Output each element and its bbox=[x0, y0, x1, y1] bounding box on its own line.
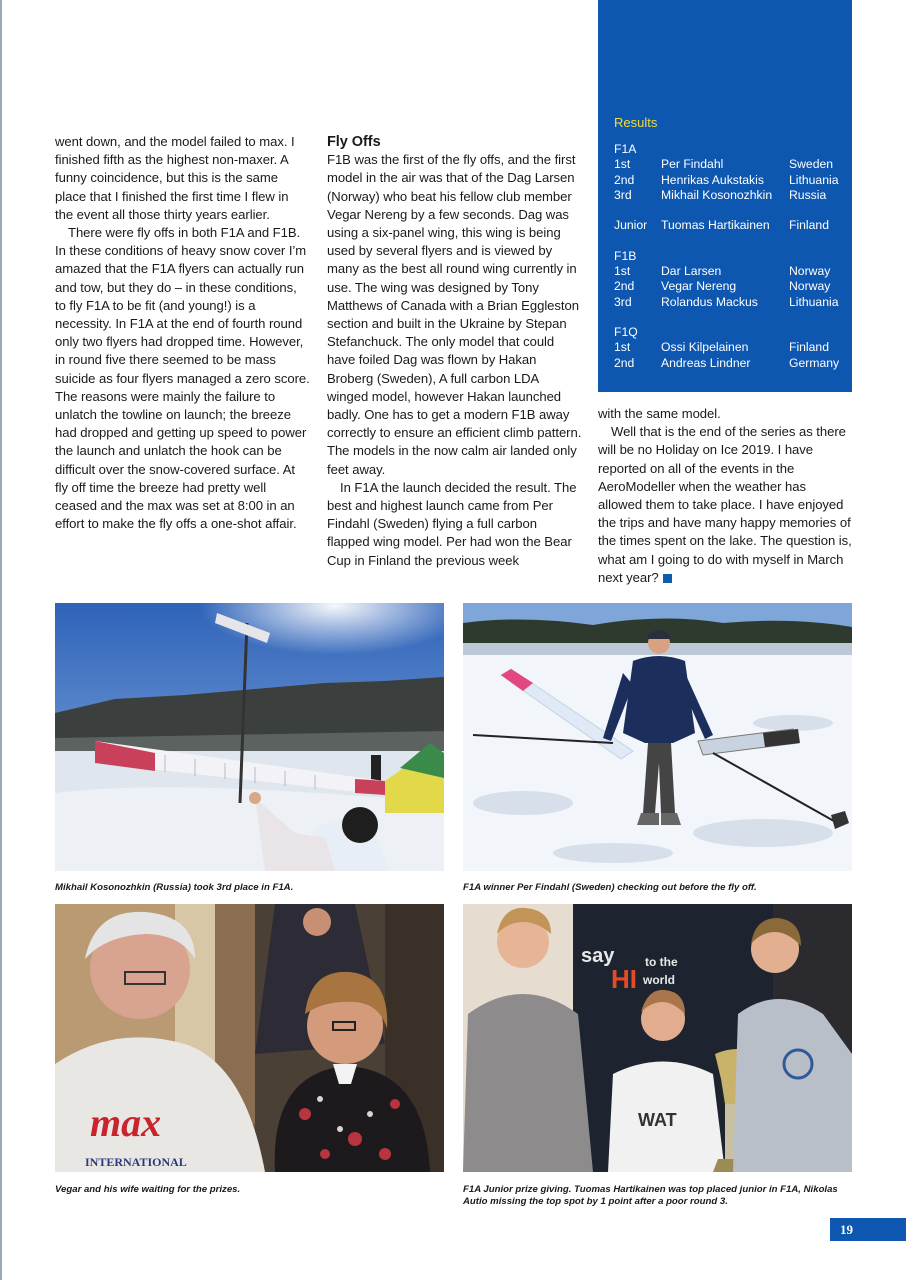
banner-text: to the bbox=[645, 955, 678, 969]
result-country: Finland bbox=[789, 340, 829, 355]
photo-caption: Mikhail Kosonozhkin (Russia) took 3rd place in F1A. bbox=[55, 882, 294, 893]
shirt-logo-text: max bbox=[90, 1100, 162, 1145]
result-country: Russia bbox=[789, 187, 827, 202]
result-name: Per Findahl bbox=[661, 157, 724, 172]
results-row bbox=[614, 188, 852, 203]
result-name: Andreas Lindner bbox=[661, 355, 751, 370]
shirt-logo-subtext: INTERNATIONAL bbox=[85, 1155, 187, 1169]
results-row bbox=[614, 340, 852, 355]
article-column-3 bbox=[598, 405, 852, 587]
hoodie-print-text: WAT bbox=[638, 1110, 677, 1130]
result-country: Finland bbox=[789, 218, 829, 233]
results-group-name: F1B bbox=[614, 248, 637, 263]
banner-text: say bbox=[581, 945, 615, 967]
result-position: 3rd bbox=[614, 187, 632, 202]
photo-caption: F1A Junior prize giving. Tuomas Hartikainen was top placed junior in F1A, Nikolas Autio missing the top spot by 1 point after a poor round 3. bbox=[463, 1184, 838, 1207]
photo-caption: F1A winner Per Findahl (Sweden) checking out before the fly off. bbox=[463, 882, 757, 893]
article-paragraph: with the same model. bbox=[598, 406, 721, 421]
result-name: Dar Larsen bbox=[661, 263, 722, 278]
results-group-f1q bbox=[614, 325, 852, 371]
photo-caption: Vegar and his wife waiting for the prizes. bbox=[55, 1184, 241, 1195]
results-row bbox=[614, 264, 852, 279]
result-position: 1st bbox=[614, 263, 631, 278]
result-country: Norway bbox=[789, 279, 831, 294]
result-name: Ossi Kilpelainen bbox=[661, 340, 749, 355]
article-paragraph: F1B was the first of the fly offs, and the first model in the air was that of the Dag Larsen (Norway) who beat his fellow club member Vegar Nereng by a few seconds. Dag was using a six-panel wing, this wing is being used by several flyers and is viewed by many as the best all round wing currently in use. The wing was designed by Tony Matthews of Canada with a Brian Eggleston section and built in the Ukraine by Stepan Stefanchuck. The only model that could have foiled Dag was flown by Hakan Broberg (Sweden), A full carbon LDA winged model, however Hakan launched badly. One has to get a modern F1B away correctly to ensure an efficient climb pattern. The models in the now calm air landed only feet away. bbox=[327, 152, 582, 477]
results-row bbox=[614, 279, 852, 294]
result-country: Lithuania bbox=[789, 294, 839, 309]
photo-mikhail-kosonozhkin-glider bbox=[55, 603, 444, 871]
end-of-article-mark bbox=[663, 574, 672, 583]
article-paragraph: In F1A the launch decided the result. The best and highest launch came from Per Findahl (Sweden) flying a full carbon flapped wing model. Per had won the Bear Cup in Finland the previous week bbox=[327, 479, 577, 568]
result-position: 2nd bbox=[614, 172, 635, 187]
results-row bbox=[614, 157, 852, 172]
result-country: Lithuania bbox=[789, 172, 839, 187]
result-position: 3rd bbox=[614, 294, 632, 309]
article-paragraph: went down, and the model failed to max. I finished fifth as the highest non-maxer. A funny coincidence, but this is the same place that I finished the first time I flew in the event all those thirty years earlier. bbox=[55, 134, 295, 222]
results-box bbox=[598, 0, 852, 392]
result-name: Mikhail Kosonozhkin bbox=[661, 187, 773, 202]
results-group-junior bbox=[614, 218, 852, 233]
result-name: Vegar Nereng bbox=[661, 279, 737, 294]
result-name: Tuomas Hartikainen bbox=[661, 218, 770, 233]
result-country: Germany bbox=[789, 355, 840, 370]
page-number: 19 bbox=[830, 1218, 906, 1241]
results-group-f1a bbox=[614, 142, 852, 203]
page-left-rule bbox=[0, 0, 2, 1280]
article-column-1 bbox=[55, 133, 310, 533]
result-name: Henrikas Aukstakis bbox=[661, 172, 764, 187]
result-name: Rolandus Mackus bbox=[661, 294, 758, 309]
results-row bbox=[614, 295, 852, 310]
result-position: 2nd bbox=[614, 355, 635, 370]
section-subhead: Fly Offs bbox=[327, 134, 381, 150]
photo-per-findahl-gliders bbox=[463, 603, 852, 871]
photo-vegar-and-wife bbox=[55, 904, 444, 1172]
result-position: 1st bbox=[614, 340, 631, 355]
banner-text: world bbox=[643, 973, 675, 987]
results-group-f1b bbox=[614, 249, 852, 310]
banner-text: HI bbox=[611, 964, 637, 994]
result-country: Sweden bbox=[789, 157, 834, 172]
article-paragraph: There were fly offs in both F1A and F1B. In these conditions of heavy snow cover I’m amazed that the F1A flyers can actually run and tow, but they do – in these conditions, to fly F1A to be fit (and young!) is a necessity. In F1A at the end of fourth round only two flyers had dropped time. However, in round five there seemed to be mass suicide as four flyers managed a zero score. The reasons were mainly the failure to unlatch the towline on launch; the breeze had dropped and getting up speed to power the launch and unlatch the hook can be difficult over the snow-covered surface. At fly off time the breeze had pretty well ceased and the max was set at 8:00 in an effort to make the fly offs a one-shot affair. bbox=[55, 225, 310, 532]
results-group-name: F1Q bbox=[614, 324, 638, 339]
results-row bbox=[614, 173, 852, 188]
results-row bbox=[614, 218, 852, 233]
result-country: Norway bbox=[789, 263, 831, 278]
result-position: 2nd bbox=[614, 279, 635, 294]
results-group-name: F1A bbox=[614, 142, 637, 156]
photo-junior-prize-giving bbox=[463, 904, 852, 1172]
article-paragraph bbox=[598, 423, 852, 587]
results-title: Results bbox=[614, 115, 658, 130]
result-position: Junior bbox=[614, 218, 648, 233]
results-row bbox=[614, 356, 852, 371]
result-position: 1st bbox=[614, 157, 631, 172]
article-paragraph-text: Well that is the end of the series as there will be no Holiday on Ice 2019. I have reported on all of the events in the AeroModeller when the weather has allowed them to take place. I have enjoyed the trips and have many happy memories of the times spent on the lake. The question is, what am I going to do with myself in March next year? bbox=[598, 424, 852, 585]
article-column-2 bbox=[327, 133, 582, 570]
